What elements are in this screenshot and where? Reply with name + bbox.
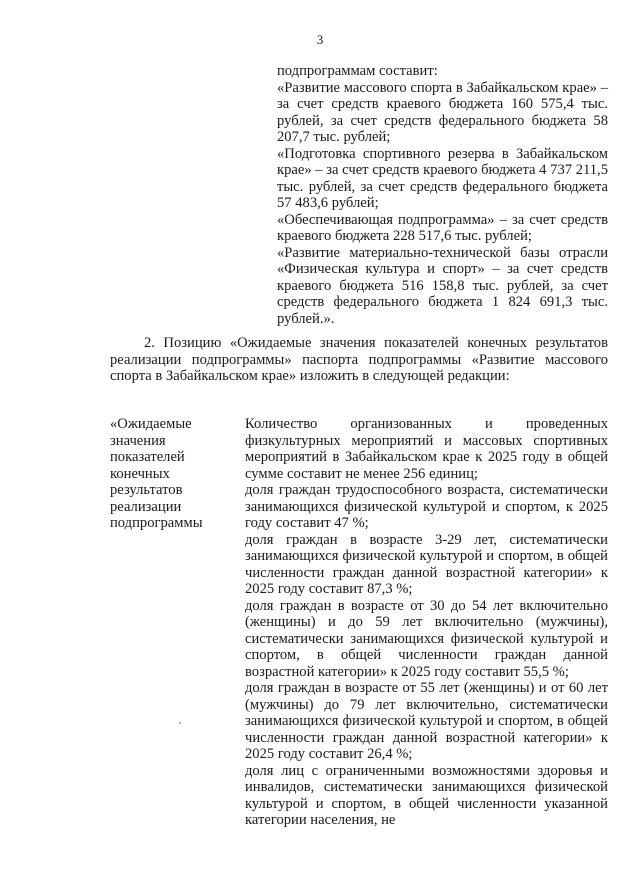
label-line: «Ожидаемые [110,416,192,432]
label-line: подпрограммы [110,515,203,531]
subprograms-intro: подпрограммам составит: [277,63,438,79]
label-line: показателей [110,449,185,465]
subprogram-funding-item: «Развитие массового спорта в Забайкальском крае» – за счет средств краевого бюджета 160 575,4 тыс. рублей, за счет средств федерального бюджета 58 207,7 тыс. рублей; [277,79,608,145]
page-number: 3 [316,32,324,47]
indicator-item: доля лиц с ограниченными возможностями здоровья и инвалидов, систематически занимающихся физической культурой и спортом, в общей численности указанной категории населения, не [245,762,608,828]
indicator-item: доля граждан в возрасте от 55 лет (женщины) и от 60 лет (мужчины) до 79 лет включительно, систематически занимающихся физической культурой и спортом, в общей численности граждан данной возрастной категории» к 2025 году составит 26,4 %; [245,680,608,762]
indicator-item: доля граждан в возрасте 3-29 лет, систематически занимающихся физической культурой и спортом, в общей численности граждан данной возрастной категории» к 2025 году составит 87,3 %; [245,531,608,597]
amendment-paragraph: 2. Позицию «Ожидаемые значения показателей конечных результатов реализации подпрограммы» паспорта подпрограммы «Развитие массового спорта в Забайкальском крае» изложить в следующей редакции: [110,335,608,384]
subprogram-funding-list [277,63,608,327]
position-label [110,416,222,532]
label-line: результатов [110,482,183,498]
subprogram-funding-item: «Обеспечивающая подпрограмма» – за счет средств краевого бюджета 228 517,6 тыс. рублей; [277,211,608,244]
scan-speck [179,722,181,724]
label-line: конечных [110,465,170,482]
indicator-item: доля граждан трудоспособного возраста, систематически занимающихся физической культурой и спортом, к 2025 году составит 47 %; [245,482,608,531]
label-line: реализации [110,498,182,515]
subprogram-funding-item: «Развитие материально-технической базы отрасли «Физическая культура и спорт» – за счет средств краевого бюджета 516 158,8 тыс. рублей, за счет средств федерального бюджета 1 824 691,3 тыс. рублей.». [277,244,608,327]
subprogram-funding-item: «Подготовка спортивного резерва в Забайкальском крае» – за счет средств краевого бюджета 4 737 211,5 тыс. рублей, за счет средств федерального бюджета 57 483,6 рублей; [277,145,608,211]
indicator-item: доля граждан в возрасте от 30 до 54 лет включительно (женщины) и до 59 лет включительно (мужчины), систематически занимающихся физической культурой и спортом, в общей численности граждан данной возрастной категории» к 2025 году составит 55,5 %; [245,597,608,680]
indicator-list [245,416,608,829]
indicator-item: Количество организованных и проведенных физкультурных мероприятий и массовых спортивных мероприятий в Забайкальском крае к 2025 году в общей сумме составит не менее 256 единиц; [245,416,608,482]
label-line: значения [110,432,166,449]
